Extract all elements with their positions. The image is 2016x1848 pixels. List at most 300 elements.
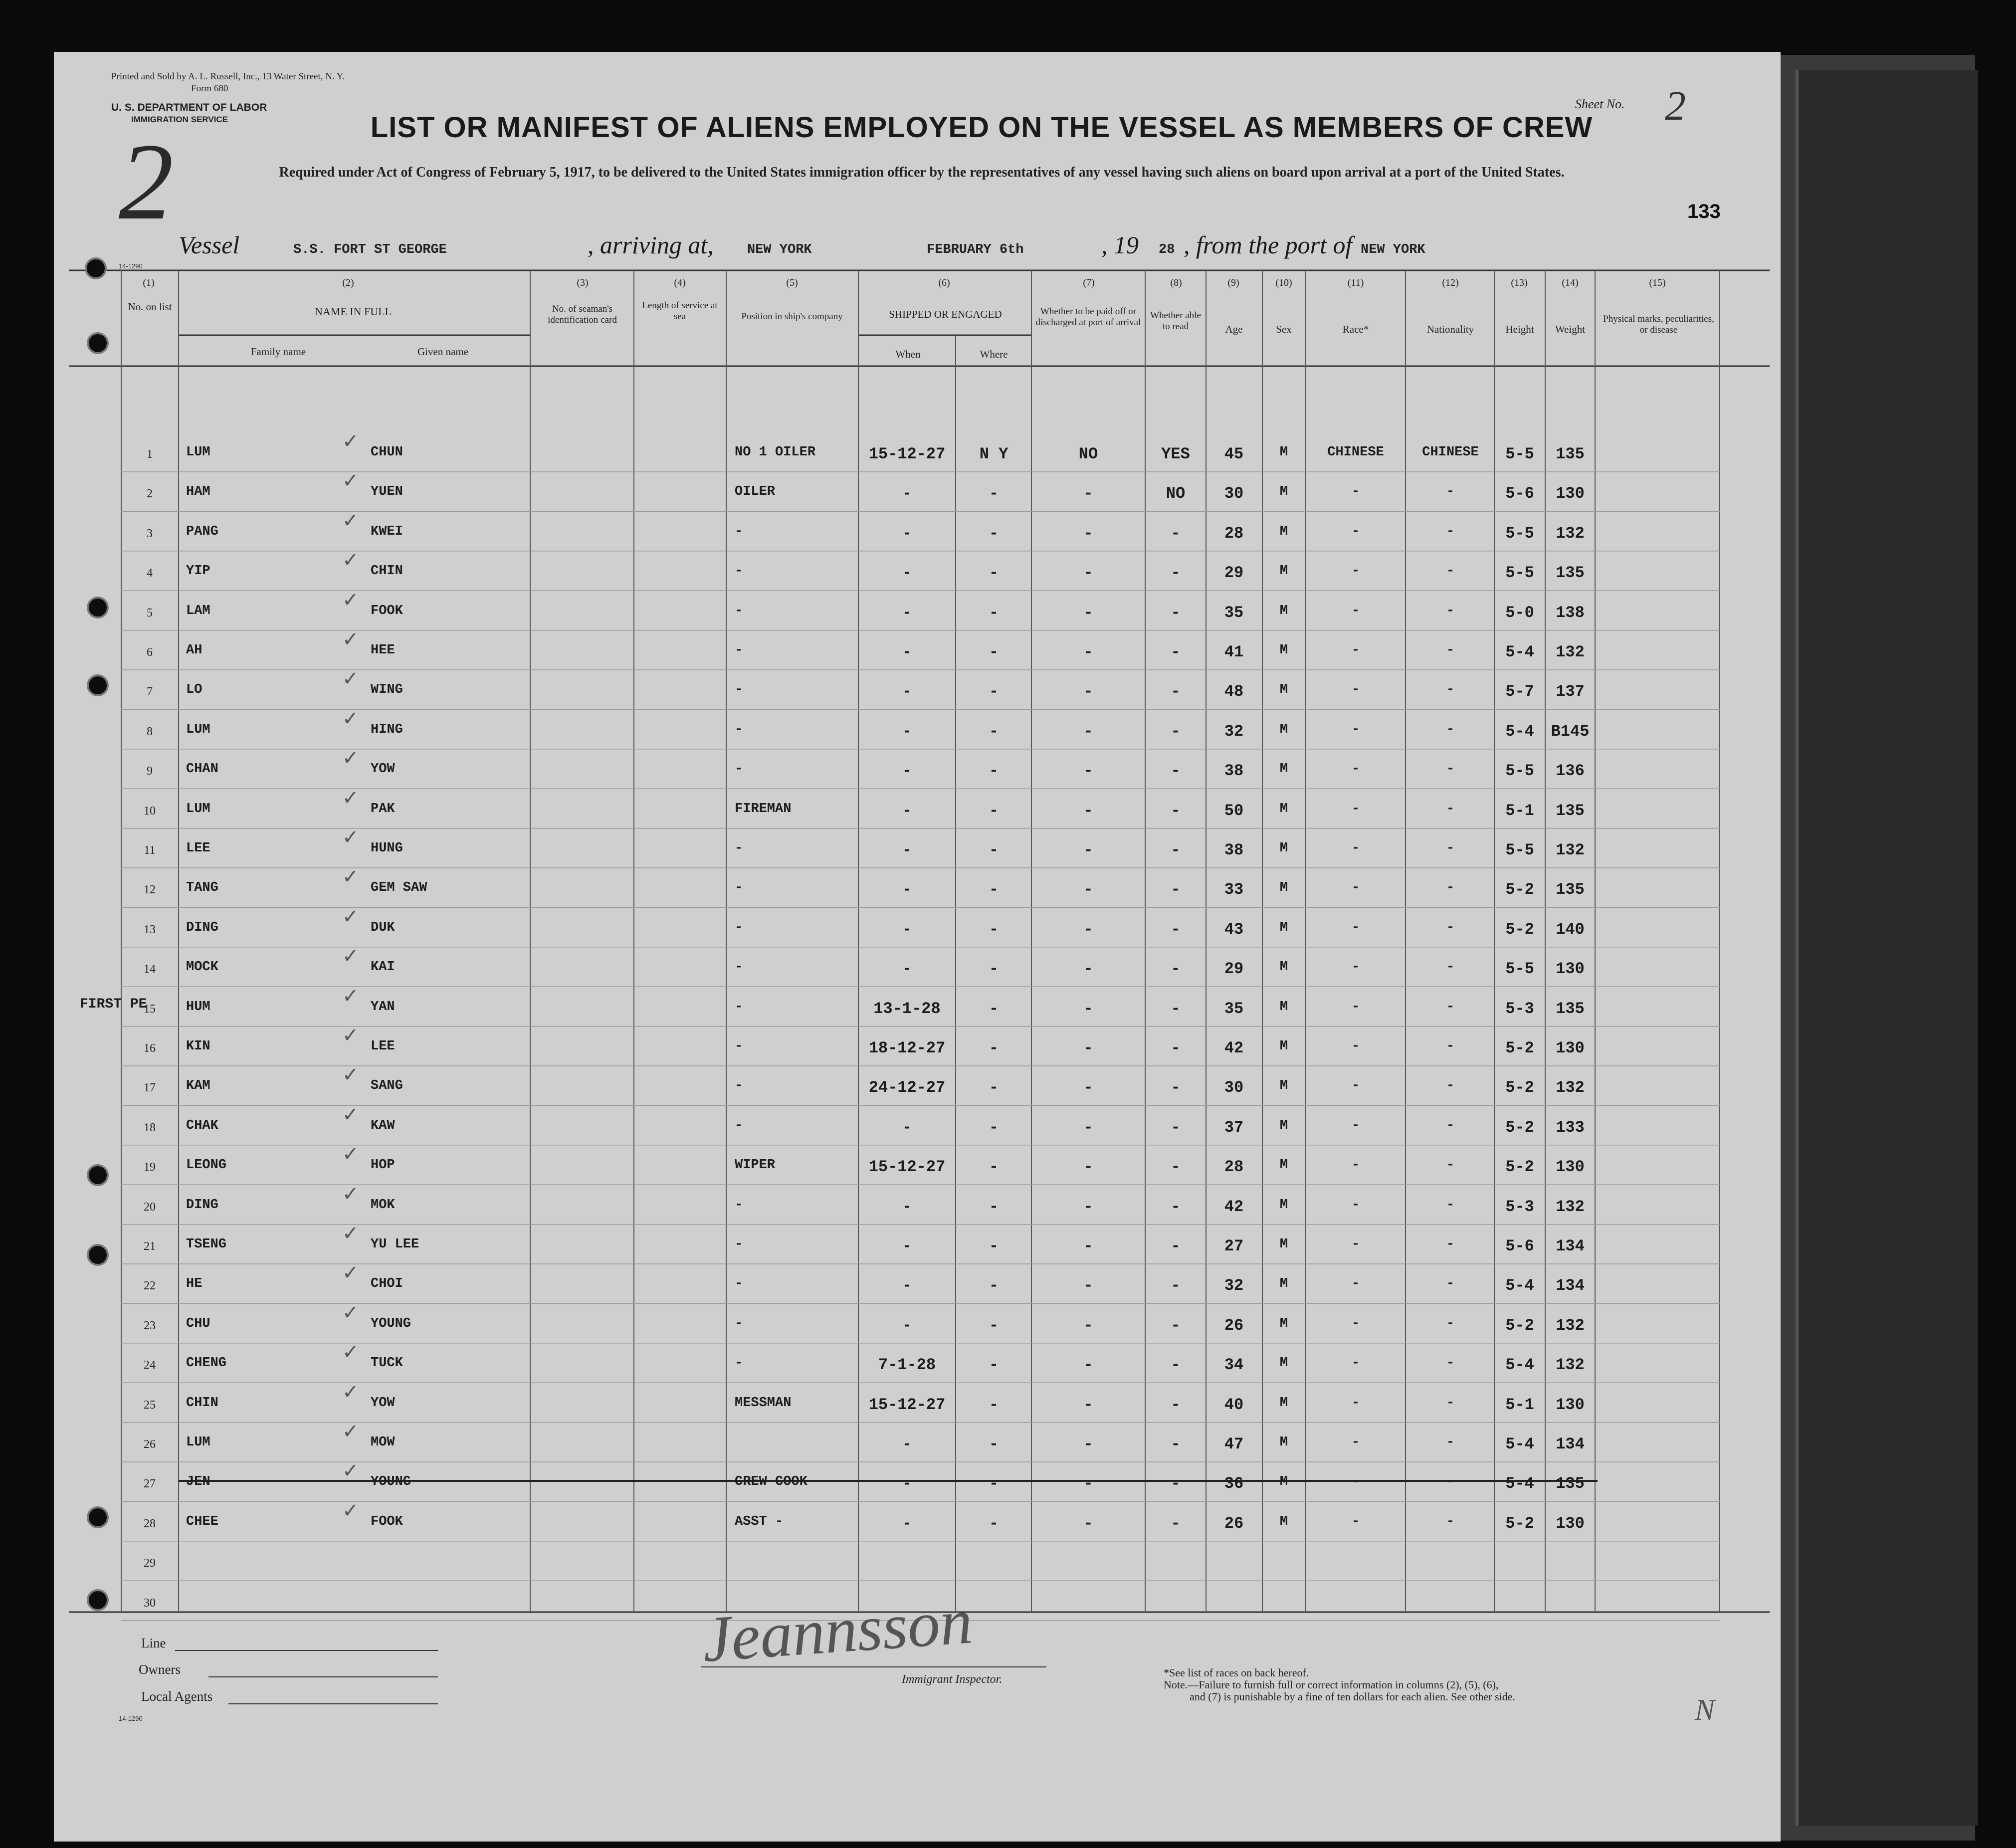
age-cell: 26 bbox=[1224, 1514, 1244, 1533]
check-mark-icon: ✓ bbox=[342, 1499, 359, 1522]
race-cell: - bbox=[1351, 1514, 1360, 1529]
arriving-port: NEW YORK bbox=[747, 242, 812, 257]
where-cell: - bbox=[989, 722, 999, 741]
when-cell: - bbox=[902, 960, 912, 979]
from-port: NEW YORK bbox=[1361, 242, 1425, 257]
where-cell: - bbox=[989, 1158, 999, 1177]
race-cell: - bbox=[1351, 1395, 1360, 1411]
row-number: 21 bbox=[144, 1240, 156, 1253]
sex-cell: M bbox=[1279, 1316, 1288, 1331]
row-number: 27 bbox=[144, 1477, 156, 1491]
where-cell: - bbox=[989, 524, 999, 543]
given-name-cell: DUK bbox=[371, 920, 395, 935]
header-physical: Physical marks, peculiarities, or disease bbox=[1603, 314, 1714, 335]
check-mark-icon: ✓ bbox=[342, 865, 359, 889]
sex-cell: M bbox=[1279, 762, 1288, 777]
weight-cell: 130 bbox=[1556, 1395, 1585, 1414]
where-cell: - bbox=[989, 682, 999, 701]
paid-off-cell: - bbox=[1083, 762, 1093, 781]
weight-cell: 137 bbox=[1556, 682, 1585, 701]
family-name-cell: HAM bbox=[186, 484, 210, 500]
when-cell: - bbox=[902, 524, 912, 543]
row-number: 2 bbox=[147, 487, 153, 501]
where-cell: - bbox=[989, 564, 999, 583]
weight-cell: 140 bbox=[1556, 920, 1585, 939]
where-cell: - bbox=[989, 880, 999, 899]
sex-cell: M bbox=[1279, 801, 1288, 817]
race-cell: - bbox=[1351, 1237, 1360, 1252]
weight-cell: 135 bbox=[1556, 880, 1585, 899]
check-mark-icon: ✓ bbox=[342, 1380, 359, 1404]
age-cell: 29 bbox=[1224, 960, 1244, 979]
row-number: 24 bbox=[144, 1359, 156, 1372]
position-cell: - bbox=[735, 1039, 743, 1054]
when-cell: 7-1-28 bbox=[878, 1356, 936, 1375]
header-name-in-full: NAME IN FULL bbox=[315, 305, 392, 318]
row-number: 5 bbox=[147, 606, 153, 619]
col-number-8: (8) bbox=[1170, 277, 1182, 288]
paid-off-cell: - bbox=[1083, 1118, 1093, 1137]
paid-off-cell: - bbox=[1083, 880, 1093, 899]
form-number-top: 14-1290 bbox=[119, 262, 143, 270]
family-name-cell: LUM bbox=[186, 801, 210, 817]
race-cell: - bbox=[1351, 603, 1360, 618]
given-name-cell: MOW bbox=[371, 1435, 395, 1450]
weight-cell: B145 bbox=[1551, 722, 1590, 741]
col-number-15: (15) bbox=[1649, 277, 1666, 288]
when-cell: 24-12-27 bbox=[868, 1078, 946, 1097]
row-number: 25 bbox=[144, 1398, 156, 1412]
family-name-cell: YIP bbox=[186, 564, 210, 579]
able-read-cell: - bbox=[1171, 564, 1181, 583]
height-cell: 5-7 bbox=[1505, 682, 1534, 701]
nationality-cell: - bbox=[1446, 1435, 1455, 1450]
where-cell: - bbox=[989, 1276, 999, 1295]
able-read-cell: - bbox=[1171, 762, 1181, 781]
able-read-cell: - bbox=[1171, 1276, 1181, 1295]
sex-cell: M bbox=[1279, 1395, 1288, 1411]
able-read-cell: - bbox=[1171, 722, 1181, 741]
nationality-cell: - bbox=[1446, 1356, 1455, 1371]
sex-cell: M bbox=[1279, 603, 1288, 618]
sex-cell: M bbox=[1279, 1078, 1288, 1094]
nationality-cell: - bbox=[1446, 1237, 1455, 1252]
where-cell: - bbox=[989, 603, 999, 622]
paid-off-cell: - bbox=[1083, 524, 1093, 543]
age-cell: 43 bbox=[1224, 920, 1244, 939]
nationality-cell: - bbox=[1446, 841, 1455, 856]
height-cell: 5-2 bbox=[1505, 920, 1534, 939]
col-number-9: (9) bbox=[1227, 277, 1239, 288]
weight-cell: 132 bbox=[1556, 841, 1585, 859]
check-mark-icon: ✓ bbox=[342, 509, 359, 532]
where-cell: - bbox=[989, 1316, 999, 1335]
row-number: 7 bbox=[147, 685, 153, 699]
vessel-label: Vessel bbox=[179, 231, 240, 259]
family-name-cell: CHIN bbox=[186, 1395, 218, 1411]
paid-off-cell: - bbox=[1083, 1197, 1093, 1216]
family-name-cell: LUM bbox=[186, 445, 210, 460]
paid-off-cell: - bbox=[1083, 1356, 1093, 1375]
position-cell: OILER bbox=[735, 484, 776, 500]
height-cell: 5-5 bbox=[1505, 762, 1534, 781]
paid-off-cell: - bbox=[1083, 960, 1093, 979]
race-cell: - bbox=[1351, 841, 1360, 856]
check-mark-icon: ✓ bbox=[342, 747, 359, 770]
header-given-name: Given name bbox=[417, 346, 469, 358]
col-number-3: (3) bbox=[577, 277, 589, 288]
inspector-signature: Jeannsson bbox=[700, 1585, 975, 1676]
sex-cell: M bbox=[1279, 920, 1288, 935]
position-cell: WIPER bbox=[735, 1158, 776, 1173]
page-number: 133 bbox=[1687, 201, 1721, 222]
form-number-bottom: 14-1290 bbox=[119, 1715, 143, 1722]
height-cell: 5-0 bbox=[1505, 603, 1534, 622]
age-cell: 40 bbox=[1224, 1395, 1244, 1414]
where-cell: - bbox=[989, 484, 999, 503]
position-cell: - bbox=[735, 603, 743, 618]
where-cell: - bbox=[989, 920, 999, 939]
paid-off-cell: - bbox=[1083, 920, 1093, 939]
when-cell: - bbox=[902, 1197, 912, 1216]
sex-cell: M bbox=[1279, 484, 1288, 500]
header-able-read: Whether able to read bbox=[1150, 310, 1201, 332]
col-number-13: (13) bbox=[1511, 277, 1528, 288]
position-cell: - bbox=[735, 762, 743, 777]
given-name-cell: KWEI bbox=[371, 524, 403, 539]
nationality-cell: - bbox=[1446, 999, 1455, 1015]
sex-cell: M bbox=[1279, 960, 1288, 975]
where-cell: - bbox=[989, 999, 999, 1018]
family-name-cell: CHEE bbox=[186, 1514, 218, 1529]
sex-cell: M bbox=[1279, 564, 1288, 579]
able-read-cell: - bbox=[1171, 1474, 1181, 1493]
check-mark-icon: ✓ bbox=[342, 469, 359, 493]
weight-cell: 135 bbox=[1556, 445, 1585, 463]
when-cell: 15-12-27 bbox=[868, 1395, 946, 1414]
header-no-on-list: No. on list bbox=[128, 301, 172, 313]
given-name-cell: YOW bbox=[371, 762, 395, 777]
given-name-cell: YU LEE bbox=[371, 1237, 419, 1252]
race-cell: - bbox=[1351, 1435, 1360, 1450]
when-cell: - bbox=[902, 722, 912, 741]
nationality-cell: - bbox=[1446, 1276, 1455, 1292]
race-cell: - bbox=[1351, 801, 1360, 817]
when-cell: - bbox=[902, 880, 912, 899]
race-cell: - bbox=[1351, 1039, 1360, 1054]
where-cell: - bbox=[989, 1514, 999, 1533]
check-mark-icon: ✓ bbox=[342, 1301, 359, 1324]
header-when: When bbox=[895, 348, 921, 360]
position-cell: - bbox=[735, 1237, 743, 1252]
position-cell: - bbox=[735, 880, 743, 896]
given-name-cell: HEE bbox=[371, 643, 395, 658]
when-cell: - bbox=[902, 484, 912, 503]
age-cell: 48 bbox=[1224, 682, 1244, 701]
nationality-cell: - bbox=[1446, 801, 1455, 817]
given-name-cell: CHOI bbox=[371, 1276, 403, 1292]
nationality-cell: - bbox=[1446, 722, 1455, 737]
able-read-cell: - bbox=[1171, 1197, 1181, 1216]
able-read-cell: - bbox=[1171, 880, 1181, 899]
row-number: 30 bbox=[144, 1596, 156, 1610]
sex-cell: M bbox=[1279, 524, 1288, 539]
age-cell: 28 bbox=[1224, 1158, 1244, 1177]
able-read-cell: NO bbox=[1166, 484, 1186, 503]
nationality-cell: - bbox=[1446, 1039, 1455, 1054]
check-mark-icon: ✓ bbox=[342, 588, 359, 612]
family-name-cell: AH bbox=[186, 643, 202, 658]
manifest-sheet bbox=[54, 52, 1781, 1842]
when-cell: - bbox=[902, 762, 912, 781]
check-mark-icon: ✓ bbox=[342, 1420, 359, 1443]
paid-off-cell: - bbox=[1083, 643, 1093, 661]
given-name-cell: FOOK bbox=[371, 1514, 403, 1529]
position-cell: CREW COOK bbox=[735, 1474, 807, 1490]
row-number: 3 bbox=[147, 527, 153, 540]
age-cell: 47 bbox=[1224, 1435, 1244, 1453]
footnote-penalty-2: and (7) is punishable by a fine of ten dollars for each alien. See other side. bbox=[1190, 1690, 1516, 1703]
weight-cell: 132 bbox=[1556, 1197, 1585, 1216]
weight-cell: 134 bbox=[1556, 1435, 1585, 1453]
nationality-cell: - bbox=[1446, 564, 1455, 579]
weight-cell: 130 bbox=[1556, 1039, 1585, 1057]
nationality-cell: - bbox=[1446, 484, 1455, 500]
form-title: LIST OR MANIFEST OF ALIENS EMPLOYED ON THE VESSEL AS MEMBERS OF CREW bbox=[370, 111, 1593, 144]
sex-cell: M bbox=[1279, 1514, 1288, 1529]
nationality-cell: - bbox=[1446, 1197, 1455, 1213]
family-name-cell: DING bbox=[186, 1197, 218, 1213]
weight-cell: 134 bbox=[1556, 1276, 1585, 1295]
col-number-2: (2) bbox=[342, 277, 354, 288]
check-mark-icon: ✓ bbox=[342, 667, 359, 691]
race-cell: - bbox=[1351, 484, 1360, 500]
given-name-cell: SANG bbox=[371, 1078, 403, 1094]
department-name: U. S. DEPARTMENT OF LABOR bbox=[111, 102, 267, 113]
race-cell: CHINESE bbox=[1327, 445, 1384, 460]
paid-off-cell: - bbox=[1083, 603, 1093, 622]
position-cell: - bbox=[735, 643, 743, 658]
weight-cell: 132 bbox=[1556, 1356, 1585, 1375]
age-cell: 38 bbox=[1224, 841, 1244, 859]
given-name-cell: HING bbox=[371, 722, 403, 737]
race-cell: - bbox=[1351, 682, 1360, 698]
able-read-cell: - bbox=[1171, 801, 1181, 820]
able-read-cell: - bbox=[1171, 682, 1181, 701]
when-cell: - bbox=[902, 564, 912, 583]
nationality-cell: - bbox=[1446, 960, 1455, 975]
sex-cell: M bbox=[1279, 1276, 1288, 1292]
header-position: Position in ship's company bbox=[741, 311, 843, 322]
able-read-cell: - bbox=[1171, 1395, 1181, 1414]
where-cell: - bbox=[989, 1356, 999, 1375]
sex-cell: M bbox=[1279, 1158, 1288, 1173]
family-name-cell: LEE bbox=[186, 841, 210, 856]
race-cell: - bbox=[1351, 999, 1360, 1015]
age-cell: 42 bbox=[1224, 1197, 1244, 1216]
check-mark-icon: ✓ bbox=[342, 1341, 359, 1364]
height-cell: 5-3 bbox=[1505, 1197, 1534, 1216]
able-read-cell: - bbox=[1171, 1237, 1181, 1255]
weight-cell: 136 bbox=[1556, 762, 1585, 781]
height-cell: 5-2 bbox=[1505, 1039, 1534, 1057]
sex-cell: M bbox=[1279, 1197, 1288, 1213]
position-cell: - bbox=[735, 1118, 743, 1133]
age-cell: 30 bbox=[1224, 484, 1244, 503]
paid-off-cell: - bbox=[1083, 564, 1093, 583]
height-cell: 5-5 bbox=[1505, 564, 1534, 583]
col-number-4: (4) bbox=[674, 277, 686, 288]
able-read-cell: YES bbox=[1161, 445, 1190, 463]
position-cell: MESSMAN bbox=[735, 1395, 792, 1411]
row-number: 28 bbox=[144, 1517, 156, 1530]
check-mark-icon: ✓ bbox=[342, 1063, 359, 1087]
where-cell: - bbox=[989, 1395, 999, 1414]
age-cell: 50 bbox=[1224, 801, 1244, 820]
check-mark-icon: ✓ bbox=[342, 826, 359, 849]
row-number: 16 bbox=[144, 1042, 156, 1055]
age-cell: 37 bbox=[1224, 1118, 1244, 1137]
height-cell: 5-6 bbox=[1505, 1237, 1534, 1255]
check-mark-icon: ✓ bbox=[342, 1222, 359, 1245]
position-cell: - bbox=[735, 722, 743, 737]
when-cell: - bbox=[902, 801, 912, 820]
check-mark-icon: ✓ bbox=[342, 984, 359, 1008]
position-cell: - bbox=[735, 564, 743, 579]
age-cell: 35 bbox=[1224, 999, 1244, 1018]
given-name-cell: KAI bbox=[371, 960, 395, 975]
check-mark-icon: ✓ bbox=[342, 1143, 359, 1166]
col-number-6: (6) bbox=[938, 277, 950, 288]
footer-lines bbox=[54, 52, 1781, 1842]
able-read-cell: - bbox=[1171, 1158, 1181, 1177]
age-cell: 28 bbox=[1224, 524, 1244, 543]
row-number: 15 bbox=[144, 1002, 156, 1016]
height-cell: 5-1 bbox=[1505, 801, 1534, 820]
nationality-cell: - bbox=[1446, 1316, 1455, 1331]
where-cell: - bbox=[989, 960, 999, 979]
check-mark-icon: ✓ bbox=[342, 707, 359, 730]
check-mark-icon: ✓ bbox=[342, 786, 359, 810]
nationality-cell: - bbox=[1446, 1118, 1455, 1133]
given-name-cell: TUCK bbox=[371, 1356, 403, 1371]
weight-cell: 130 bbox=[1556, 1158, 1585, 1177]
age-cell: 42 bbox=[1224, 1039, 1244, 1057]
nationality-cell: - bbox=[1446, 682, 1455, 698]
when-cell: - bbox=[902, 920, 912, 939]
header-where: Where bbox=[980, 348, 1008, 360]
height-cell: 5-2 bbox=[1505, 1078, 1534, 1097]
sex-cell: M bbox=[1279, 1474, 1288, 1490]
where-cell: - bbox=[989, 841, 999, 859]
height-cell: 5-2 bbox=[1505, 1316, 1534, 1335]
row-number: 8 bbox=[147, 725, 153, 738]
sex-cell: M bbox=[1279, 999, 1288, 1015]
able-read-cell: - bbox=[1171, 1078, 1181, 1097]
header-family-name: Family name bbox=[250, 346, 306, 358]
when-cell: - bbox=[902, 841, 912, 859]
paid-off-cell: - bbox=[1083, 682, 1093, 701]
able-read-cell: - bbox=[1171, 1316, 1181, 1335]
col-number-7: (7) bbox=[1083, 277, 1095, 288]
weight-cell: 130 bbox=[1556, 1514, 1585, 1533]
family-name-cell: KAM bbox=[186, 1078, 210, 1094]
col-number-5: (5) bbox=[786, 277, 798, 288]
row-number: 18 bbox=[144, 1121, 156, 1134]
height-cell: 5-4 bbox=[1505, 1356, 1534, 1375]
able-read-cell: - bbox=[1171, 643, 1181, 661]
arrival-date: FEBRUARY 6th bbox=[927, 242, 1024, 257]
where-cell: - bbox=[989, 1237, 999, 1255]
header-race: Race* bbox=[1342, 323, 1369, 335]
able-read-cell: - bbox=[1171, 603, 1181, 622]
given-name-cell: YOUNG bbox=[371, 1474, 411, 1490]
weight-cell: 135 bbox=[1556, 999, 1585, 1018]
height-cell: 5-2 bbox=[1505, 1118, 1534, 1137]
race-cell: - bbox=[1351, 1276, 1360, 1292]
family-name-cell: CHAN bbox=[186, 762, 218, 777]
weight-cell: 132 bbox=[1556, 1316, 1585, 1335]
nationality-cell: - bbox=[1446, 1158, 1455, 1173]
height-cell: 5-1 bbox=[1505, 1395, 1534, 1414]
able-read-cell: - bbox=[1171, 1039, 1181, 1057]
local-agents-label: Local Agents bbox=[141, 1689, 213, 1704]
inspector-label: Immigrant Inspector. bbox=[902, 1673, 1003, 1686]
header-shipped: SHIPPED OR ENGAGED bbox=[889, 308, 1002, 320]
paid-off-cell: - bbox=[1083, 484, 1093, 503]
height-cell: 5-4 bbox=[1505, 1474, 1534, 1493]
where-cell: - bbox=[989, 643, 999, 661]
header-sex: Sex bbox=[1276, 323, 1292, 335]
sheet-number: 2 bbox=[1665, 83, 1686, 129]
paid-off-cell: - bbox=[1083, 1316, 1093, 1335]
able-read-cell: - bbox=[1171, 1118, 1181, 1137]
family-name-cell: TSENG bbox=[186, 1237, 227, 1252]
where-cell: - bbox=[989, 1118, 999, 1137]
sex-cell: M bbox=[1279, 1356, 1288, 1371]
age-cell: 35 bbox=[1224, 603, 1244, 622]
sex-cell: M bbox=[1279, 445, 1288, 460]
race-cell: - bbox=[1351, 1474, 1360, 1490]
race-cell: - bbox=[1351, 524, 1360, 539]
position-cell: - bbox=[735, 1197, 743, 1213]
vessel-name: S.S. FORT ST GEORGE bbox=[293, 242, 447, 257]
nationality-cell: - bbox=[1446, 880, 1455, 896]
race-cell: - bbox=[1351, 920, 1360, 935]
height-cell: 5-3 bbox=[1505, 999, 1534, 1018]
header-weight: Weight bbox=[1555, 323, 1586, 335]
family-name-cell: PANG bbox=[186, 524, 218, 539]
header-nationality: Nationality bbox=[1426, 323, 1474, 335]
position-cell: ASST - bbox=[735, 1514, 784, 1529]
check-mark-icon: ✓ bbox=[342, 1024, 359, 1047]
race-cell: - bbox=[1351, 1356, 1360, 1371]
where-cell: - bbox=[989, 1197, 999, 1216]
given-name-cell: MOK bbox=[371, 1197, 395, 1213]
arrival-year: 28 bbox=[1159, 242, 1175, 257]
given-name-cell: CHUN bbox=[371, 445, 403, 460]
margin-note: FIRST PE bbox=[80, 996, 147, 1012]
race-cell: - bbox=[1351, 880, 1360, 896]
when-cell: - bbox=[902, 1118, 912, 1137]
age-cell: 33 bbox=[1224, 880, 1244, 899]
where-cell: - bbox=[989, 1435, 999, 1453]
line-label: Line bbox=[141, 1636, 166, 1650]
check-mark-icon: ✓ bbox=[342, 1103, 359, 1126]
race-cell: - bbox=[1351, 1078, 1360, 1094]
weight-cell: 135 bbox=[1556, 1474, 1585, 1493]
race-cell: - bbox=[1351, 722, 1360, 737]
